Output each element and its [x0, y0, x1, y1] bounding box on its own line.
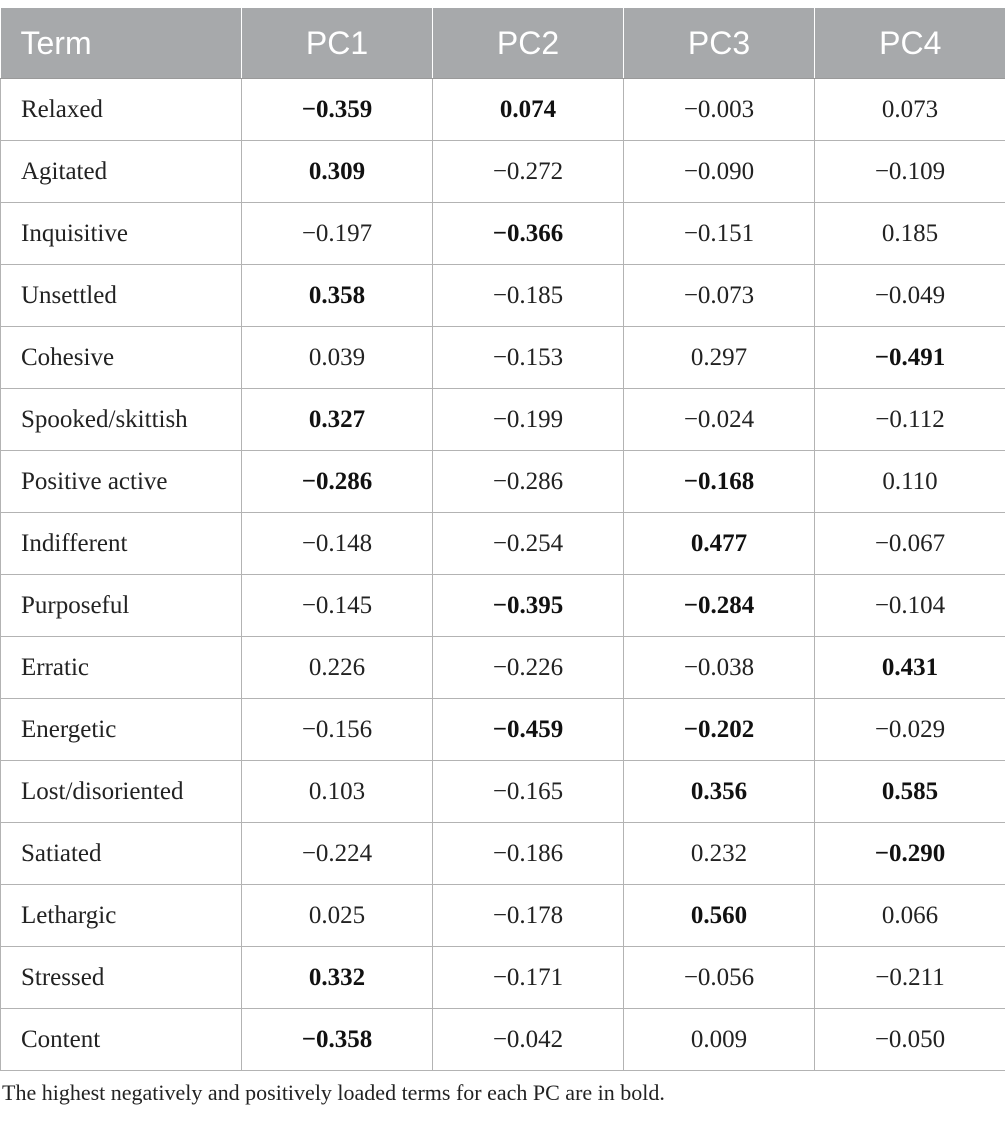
pc-loadings-table [0, 8, 1005, 1071]
pc2-value-cell: 0.074 [433, 79, 624, 141]
term-cell: Stressed [1, 947, 242, 1009]
table-row [1, 451, 1005, 513]
term-cell: Positive active [1, 451, 242, 513]
pc1-value-cell: 0.025 [242, 885, 433, 947]
pc2-value-cell: −0.366 [433, 203, 624, 265]
pc4-value-cell: −0.067 [815, 513, 1005, 575]
term-cell: Agitated [1, 141, 242, 203]
table-row [1, 1009, 1005, 1071]
table-row [1, 141, 1005, 203]
table-row [1, 265, 1005, 327]
header-pc1: PC1 [242, 8, 433, 79]
pc2-value-cell: −0.459 [433, 699, 624, 761]
pc2-value-cell: −0.185 [433, 265, 624, 327]
term-cell: Relaxed [1, 79, 242, 141]
term-cell: Unsettled [1, 265, 242, 327]
pc4-value-cell: −0.104 [815, 575, 1005, 637]
pc1-value-cell: 0.332 [242, 947, 433, 1009]
pc2-value-cell: −0.042 [433, 1009, 624, 1071]
pc1-value-cell: 0.327 [242, 389, 433, 451]
header-pc3: PC3 [624, 8, 815, 79]
term-cell: Energetic [1, 699, 242, 761]
pc3-value-cell: −0.168 [624, 451, 815, 513]
table-row [1, 513, 1005, 575]
pc4-value-cell: −0.211 [815, 947, 1005, 1009]
pc2-value-cell: −0.286 [433, 451, 624, 513]
header-pc2: PC2 [433, 8, 624, 79]
table-row [1, 203, 1005, 265]
term-cell: Lethargic [1, 885, 242, 947]
pc3-value-cell: −0.090 [624, 141, 815, 203]
pc2-value-cell: −0.199 [433, 389, 624, 451]
pc4-value-cell: 0.073 [815, 79, 1005, 141]
pc4-value-cell: −0.049 [815, 265, 1005, 327]
pc2-value-cell: −0.178 [433, 885, 624, 947]
term-cell: Satiated [1, 823, 242, 885]
table-row [1, 79, 1005, 141]
pc4-value-cell: −0.491 [815, 327, 1005, 389]
pc3-value-cell: −0.202 [624, 699, 815, 761]
table-row [1, 575, 1005, 637]
pc3-value-cell: 0.232 [624, 823, 815, 885]
pc2-value-cell: −0.226 [433, 637, 624, 699]
pc1-value-cell: −0.145 [242, 575, 433, 637]
table-body [1, 79, 1005, 1071]
term-cell: Erratic [1, 637, 242, 699]
pc3-value-cell: −0.038 [624, 637, 815, 699]
pc4-value-cell: −0.290 [815, 823, 1005, 885]
pc2-value-cell: −0.186 [433, 823, 624, 885]
loadings-table-container [0, 8, 1005, 1071]
table-row [1, 823, 1005, 885]
pc4-value-cell: 0.431 [815, 637, 1005, 699]
pc1-value-cell: −0.286 [242, 451, 433, 513]
pc3-value-cell: −0.151 [624, 203, 815, 265]
pc4-value-cell: 0.110 [815, 451, 1005, 513]
header-term: Term [1, 8, 242, 79]
pc1-value-cell: −0.359 [242, 79, 433, 141]
pc1-value-cell: 0.309 [242, 141, 433, 203]
pc2-value-cell: −0.153 [433, 327, 624, 389]
pc4-value-cell: 0.185 [815, 203, 1005, 265]
pc1-value-cell: 0.358 [242, 265, 433, 327]
pc3-value-cell: 0.560 [624, 885, 815, 947]
pc3-value-cell: −0.024 [624, 389, 815, 451]
pc1-value-cell: −0.197 [242, 203, 433, 265]
term-cell: Purposeful [1, 575, 242, 637]
pc4-value-cell: −0.029 [815, 699, 1005, 761]
table-row [1, 699, 1005, 761]
table-row [1, 327, 1005, 389]
pc3-value-cell: −0.003 [624, 79, 815, 141]
pc3-value-cell: 0.477 [624, 513, 815, 575]
pc2-value-cell: −0.171 [433, 947, 624, 1009]
pc2-value-cell: −0.165 [433, 761, 624, 823]
pc3-value-cell: −0.056 [624, 947, 815, 1009]
pc1-value-cell: −0.358 [242, 1009, 433, 1071]
term-cell: Inquisitive [1, 203, 242, 265]
table-row [1, 947, 1005, 1009]
pc3-value-cell: 0.297 [624, 327, 815, 389]
pc2-value-cell: −0.272 [433, 141, 624, 203]
pc4-value-cell: −0.109 [815, 141, 1005, 203]
pc1-value-cell: 0.226 [242, 637, 433, 699]
pc4-value-cell: 0.066 [815, 885, 1005, 947]
term-cell: Lost/disoriented [1, 761, 242, 823]
pc3-value-cell: 0.356 [624, 761, 815, 823]
table-footnote: The highest negatively and positively loaded terms for each PC are in bold. [2, 1080, 665, 1105]
table-row [1, 637, 1005, 699]
term-cell: Cohesive [1, 327, 242, 389]
pc4-value-cell: −0.050 [815, 1009, 1005, 1071]
pc2-value-cell: −0.254 [433, 513, 624, 575]
header-row [1, 8, 1005, 79]
pc1-value-cell: −0.224 [242, 823, 433, 885]
pc2-value-cell: −0.395 [433, 575, 624, 637]
table-row [1, 761, 1005, 823]
table-row [1, 389, 1005, 451]
term-cell: Content [1, 1009, 242, 1071]
pc1-value-cell: 0.103 [242, 761, 433, 823]
pc1-value-cell: 0.039 [242, 327, 433, 389]
term-cell: Spooked/skittish [1, 389, 242, 451]
pc3-value-cell: 0.009 [624, 1009, 815, 1071]
table-header [1, 8, 1005, 79]
pc3-value-cell: −0.073 [624, 265, 815, 327]
term-cell: Indifferent [1, 513, 242, 575]
pc4-value-cell: −0.112 [815, 389, 1005, 451]
table-row [1, 885, 1005, 947]
pc4-value-cell: 0.585 [815, 761, 1005, 823]
pc1-value-cell: −0.156 [242, 699, 433, 761]
pc3-value-cell: −0.284 [624, 575, 815, 637]
header-pc4: PC4 [815, 8, 1005, 79]
pc1-value-cell: −0.148 [242, 513, 433, 575]
